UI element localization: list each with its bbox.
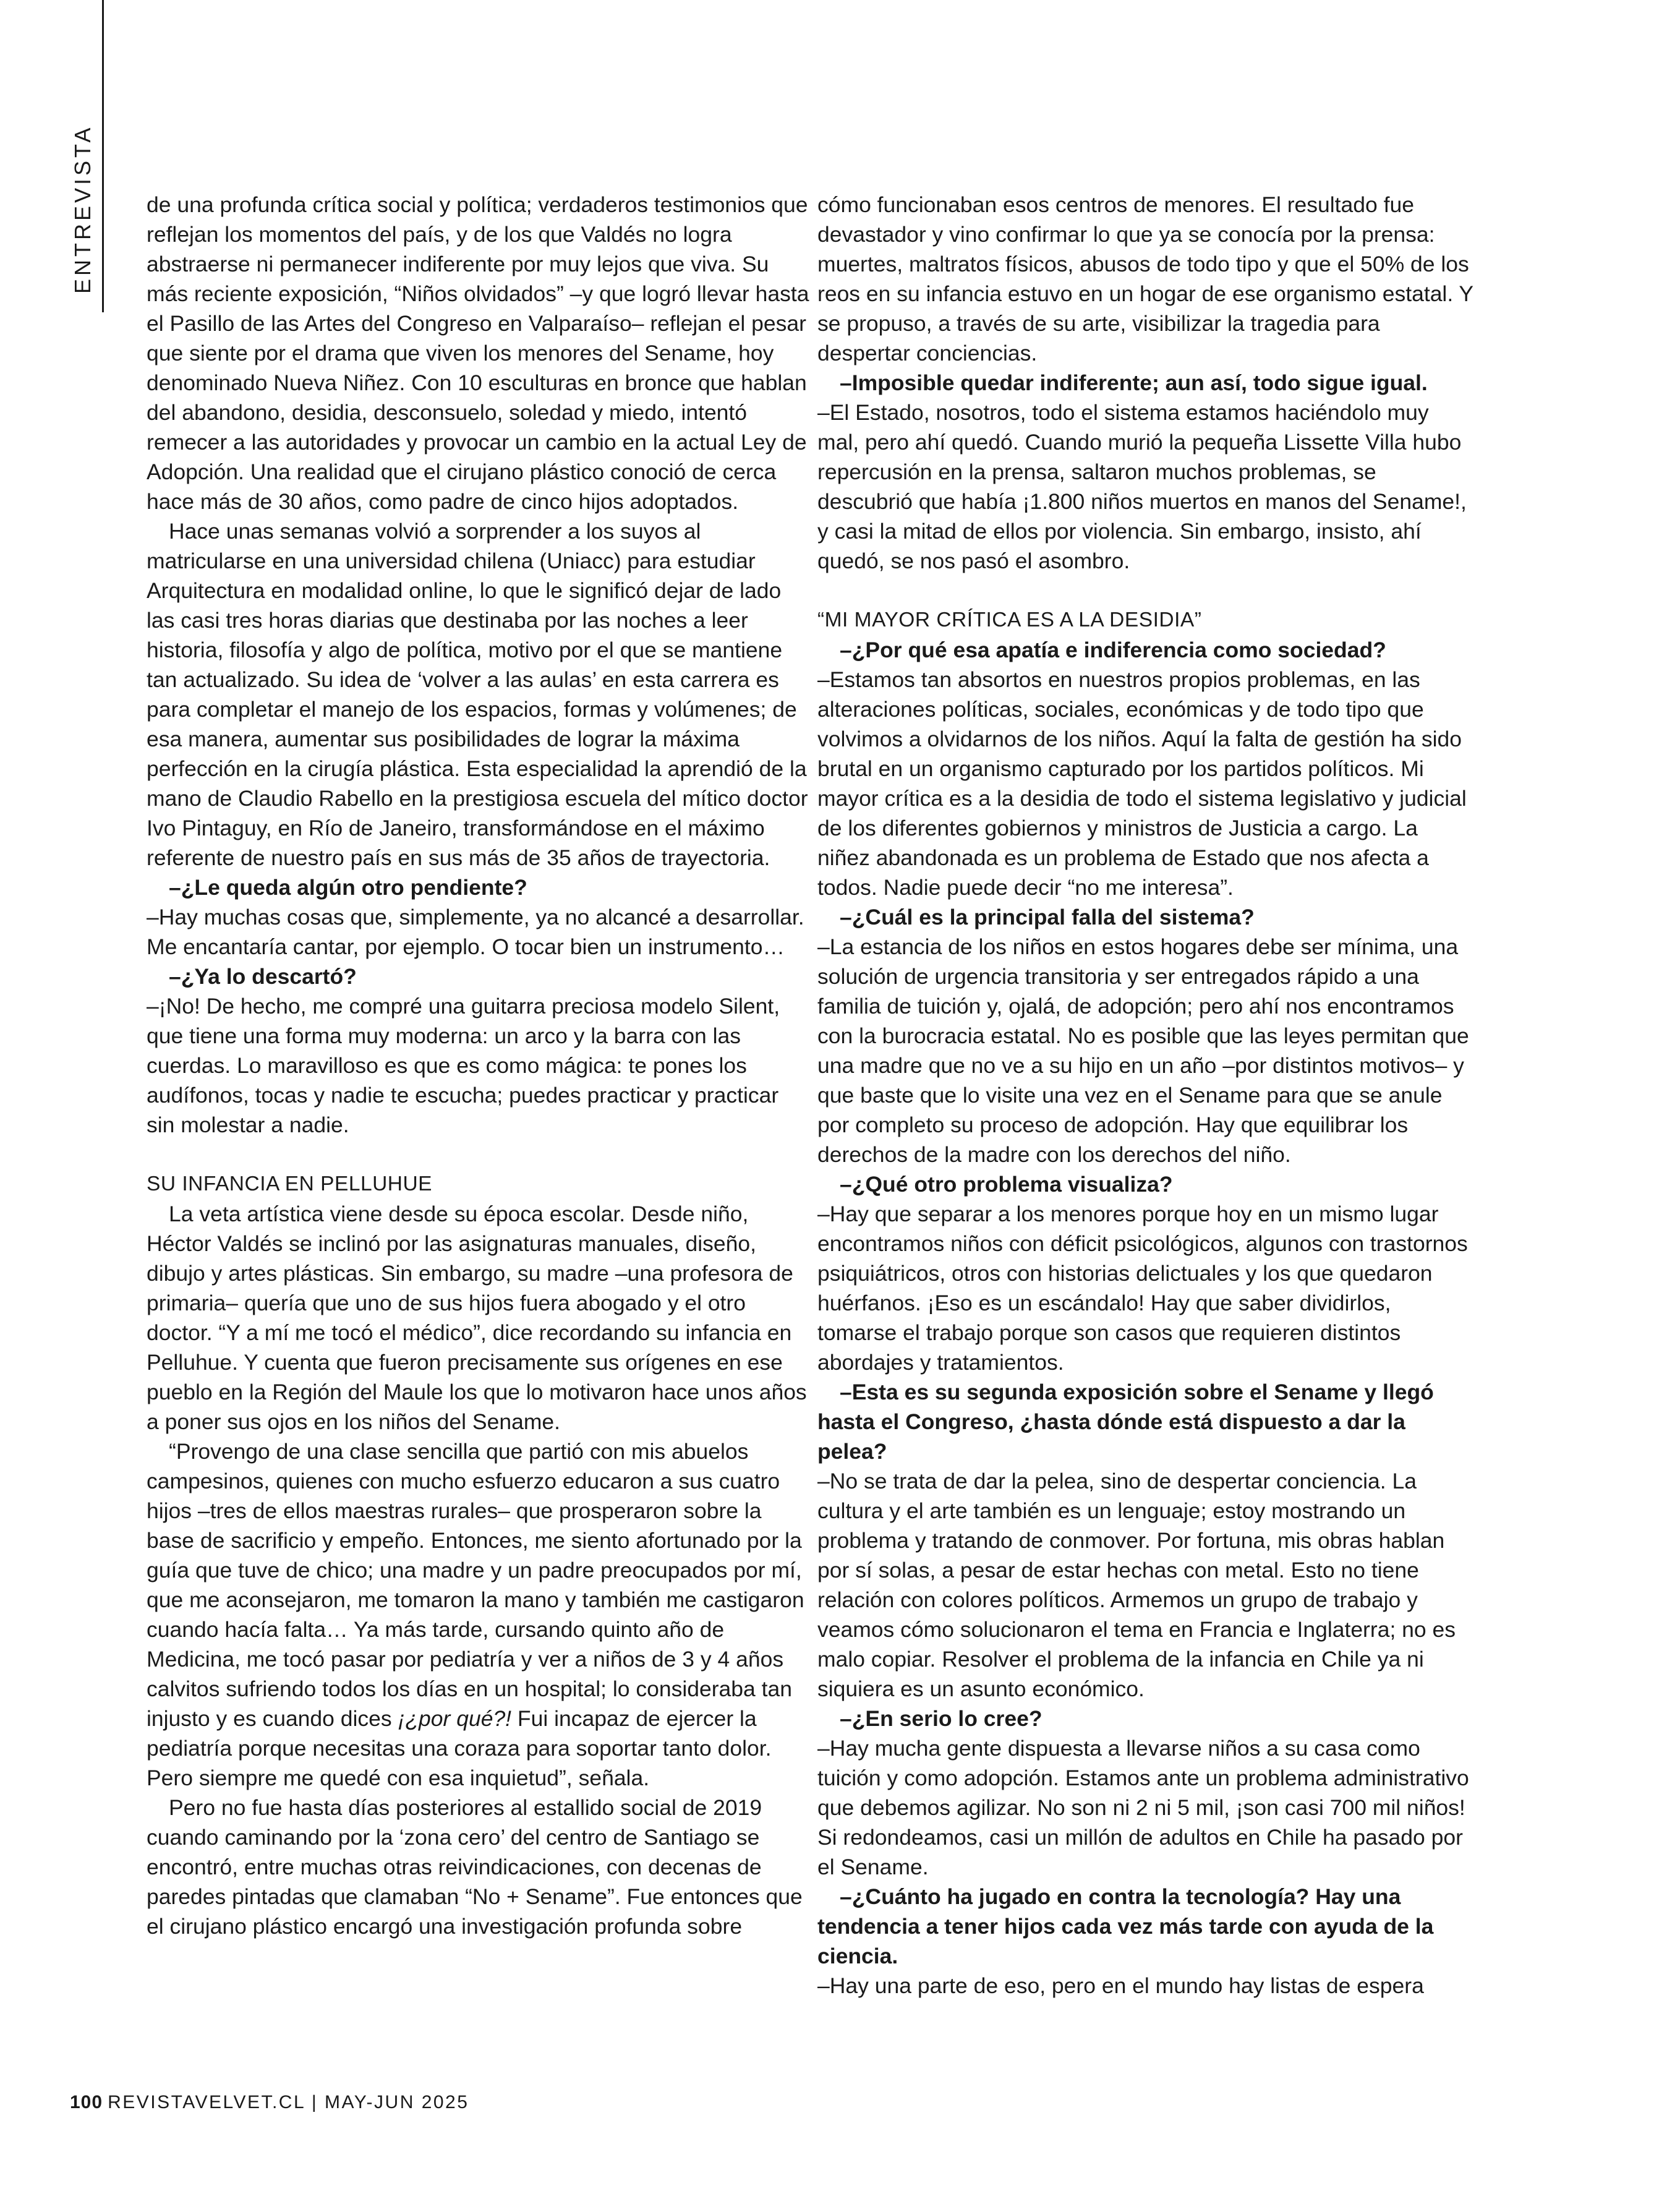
- quote-emphasis: ¡¿por qué?!: [398, 1706, 512, 1731]
- interview-answer: –Hay mucha gente dispuesta a llevarse niños a su casa como tuición y como adopción. Estamos ante un problema administrativo que debemos agilizar. No son ni 2 ni 5 mil, ¡son casi 700 mil niños! Si redondeamos, casi un millón de adultos en Chile ha pasado por el Sename.: [817, 1736, 1469, 1879]
- quote-text-start: “Provengo de una clase sencilla que partió con mis abuelos campesinos, quienes con mucho esfuerzo educaron a sus cuatro hijos –tres de ellos maestras rurales– que prosperaron sobre la base de sacrificio y empeño. Entonces, me siento afortunado por la guía que tuve de chico; una madre y un padre preocupados por mí, que me aconsejaron, me tomaron la mano y también me castigaron cuando hacía falta… Ya más tarde, cursando quinto año de Medicina, me tocó pasar por pediatría y ver a niños de 3 y 4 años calvitos sufriendo todos los días en un hospital; lo consideraba tan injusto y es cuando dices: [147, 1439, 804, 1731]
- interview-answer: –El Estado, nosotros, todo el sistema estamos haciéndolo muy mal, pero ahí quedó. Cuando murió la pequeña Lissette Villa hubo repercusión en la prensa, saltaron muchos problemas, se descubrió que había ¡1.800 niños muertos en manos del Sename!, y casi la mitad de ellos por violencia. Sin embargo, insisto, ahí quedó, se nos pasó el asombro.: [817, 400, 1467, 573]
- interview-question: –¿Por qué esa apatía e indiferencia como sociedad?: [840, 638, 1386, 662]
- interview-answer: –Hay que separar a los menores porque hoy en un mismo lugar encontramos niños con déficit psicológicos, algunos con trastornos psiquiátricos, otros con historias delictuales y los que quedaron huérfanos. ¡Eso es un escándalo! Hay que saber dividirlos, tomarse el trabajo porque son casos que requieren distintos abordajes y tratamientos.: [817, 1202, 1468, 1375]
- interview-question: –Esta es su segunda exposición sobre el Sename y llegó hasta el Congreso, ¿hasta dónde está dispuesto a dar la pelea?: [817, 1380, 1434, 1464]
- interview-answer: –Hay una parte de eso, pero en el mundo hay listas de espera: [817, 1973, 1424, 1998]
- paragraph: cómo funcionaban esos centros de menores. El resultado fue devastador y vino confirmar lo que ya se conocía por la prensa: muertes, maltratos físicos, abusos de todo tipo y que el 50% de los reos en su infancia estuvo en un hogar de ese organismo estatal. Y se propuso, a través de su arte, visibilizar la tragedia para despertar conciencias.: [817, 192, 1473, 365]
- interview-answer: –Estamos tan absortos en nuestros propios problemas, en las alteraciones políticas, sociales, económicas y de todo tipo que volvimos a olvidarnos de los niños. Aquí la falta de gestión ha sido brutal en un organismo capturado por los partidos políticos. Mi mayor crítica es a la desidia de todo el sistema legislativo y judicial de los diferentes gobiernos y ministros de Justicia a cargo. La niñez abandonada es un problema de Estado que nos afecta a todos. Nadie puede decir “no me interesa”.: [817, 667, 1467, 900]
- interview-question: –Imposible quedar indiferente; aun así, todo sigue igual.: [840, 370, 1428, 395]
- page-number: 100: [70, 2092, 103, 2112]
- section-heading: SU INFANCIA EN PELLUHUE: [147, 1172, 433, 1195]
- right-column: [817, 190, 1474, 2001]
- interview-answer: –No se trata de dar la pelea, sino de despertar conciencia. La cultura y el arte también es un lenguaje; estoy mostrando un problema y tratando de conmover. Por fortuna, mis obras hablan por sí solas, a pesar de estar hechas con metal. Esto no tiene relación con colores políticos. Armemos un grupo de trabajo y veamos cómo solucionaron el tema en Francia e Inglaterra; no es malo copiar. Resolver el problema de la infancia en Chile ya ni siquiera es un asunto económico.: [817, 1469, 1456, 1701]
- left-column: [147, 190, 809, 1941]
- paragraph-quote: [147, 1437, 809, 1793]
- quote-text-end: Fui incapaz de ejercer la pediatría porque necesitas una coraza para soportar tanto dolor. Pero siempre me quedé con esa inquietud”, señala.: [147, 1706, 772, 1790]
- interview-question: –¿Cuánto ha jugado en contra la tecnología? Hay una tendencia a tener hijos cada vez más tarde con ayuda de la ciencia.: [817, 1884, 1434, 1968]
- paragraph: Hace unas semanas volvió a sorprender a los suyos al matricularse en una universidad chilena (Uniacc) para estudiar Arquitectura en modalidad online, lo que le significó dejar de lado las casi tres horas diarias que destinaba por las noches a leer historia, filosofía y algo de política, motivo por el que se mantiene tan actualizado. Su idea de ‘volver a las aulas’ en esta carrera es para completar el manejo de los espacios, formas y volúmenes; de esa manera, aumentar sus posibilidades de lograr la máxima perfección en la cirugía plástica. Esta especialidad la aprendió de la mano de Claudio Rabello en la prestigiosa escuela del mítico doctor Ivo Pintaguy, en Río de Janeiro, transformándose en el máximo referente de nuestro país en sus más de 35 años de trayectoria.: [147, 519, 808, 870]
- paragraph: Pero no fue hasta días posteriores al estallido social de 2019 cuando caminando por la ‘zona cero’ del centro de Santiago se encontró, entre muchas otras reivindicaciones, con decenas de paredes pintadas que clamaban “No + Sename”. Fue entonces que el cirujano plástico encargó una investigación profunda sobre: [147, 1795, 803, 1939]
- interview-question: –¿Cuál es la principal falla del sistema?: [840, 905, 1255, 929]
- interview-question: –¿En serio lo cree?: [840, 1706, 1043, 1731]
- interview-answer: –Hay muchas cosas que, simplemente, ya no alcancé a desarrollar. Me encantaría cantar, por ejemplo. O tocar bien un instrumento…: [147, 905, 804, 959]
- interview-answer: –La estancia de los niños en estos hogares debe ser mínima, una solución de urgencia transitoria y ser entregados rápido a una familia de tuición y, ojalá, de adopción; pero ahí nos encontramos con la burocracia estatal. No es posible que las leyes permitan que una madre que no ve a su hijo en un año –por distintos motivos– y que baste que lo visite una vez en el Sename para que se anule por completo su proceso de adopción. Hay que equilibrar los derechos de la madre con los derechos del niño.: [817, 934, 1469, 1167]
- interview-question: –¿Qué otro problema visualiza?: [840, 1172, 1173, 1197]
- paragraph: de una profunda crítica social y política; verdaderos testimonios que reflejan los momentos del país, y de los que Valdés no logra abstraerse ni permanecer indiferente por muy lejos que viva. Su más reciente exposición, “Niños olvidados” –y que logró llevar hasta el Pasillo de las Artes del Congreso en Valparaíso– reflejan el pesar que siente por el drama que viven los menores del Sename, hoy denominado Nueva Niñez. Con 10 esculturas en bronce que hablan del abandono, desidia, desconsuelo, soledad y miedo, intentó remecer a las autoridades y provocar un cambio en la actual Ley de Adopción. Una realidad que el cirujano plástico conoció de cerca hace más de 30 años, como padre de cinco hijos adoptados.: [147, 192, 809, 514]
- publication-info: REVISTAVELVET.CL | MAY-JUN 2025: [108, 2092, 469, 2112]
- interview-question: –¿Le queda algún otro pendiente?: [169, 875, 527, 900]
- page-footer: [70, 2092, 469, 2113]
- interview-question: –¿Ya lo descartó?: [169, 964, 357, 989]
- interview-answer: –¡No! De hecho, me compré una guitarra preciosa modelo Silent, que tiene una forma muy moderna: un arco y la barra con las cuerdas. Lo maravilloso es que es como mágica: te pones los audífonos, tocas y nadie te escucha; puedes practicar y practicar sin molestar a nadie.: [147, 994, 780, 1137]
- section-heading: “MI MAYOR CRÍTICA ES A LA DESIDIA”: [817, 609, 1202, 631]
- vertical-rule: [102, 0, 104, 312]
- section-tag: ENTREVISTA: [70, 124, 95, 294]
- paragraph: La veta artística viene desde su época escolar. Desde niño, Héctor Valdés se inclinó por las asignaturas manuales, diseño, dibujo y artes plásticas. Sin embargo, su madre –una profesora de primaria– quería que uno de sus hijos fuera abogado y el otro doctor. “Y a mí me tocó el médico”, dice recordando su infancia en Pelluhue. Y cuenta que fueron precisamente sus orígenes en ese pueblo en la Región del Maule los que lo motivaron hace unos años a poner sus ojos en los niños del Sename.: [147, 1202, 807, 1434]
